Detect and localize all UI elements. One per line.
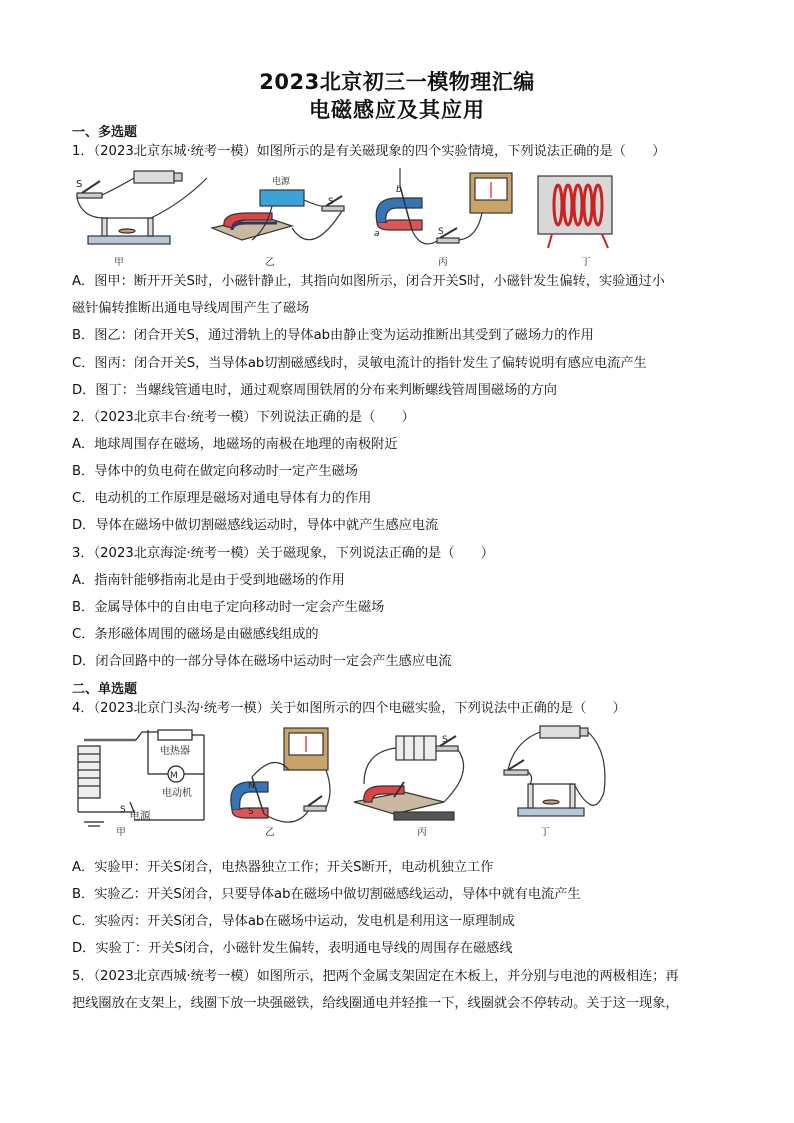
q4-caption-bing: 丙 [417,827,427,838]
q2-option-d: D．导体在磁场中做切割磁感线运动时，导体中就产生感应电流 [72,518,439,533]
svg-text:a: a [374,229,380,239]
q2-option-a: A．地球周围存在磁场，地磁场的南极在地理的南极附近 [72,437,398,452]
q4-stem: 4．（2023北京门头沟·统考一模）关于如图所示的四个电磁实验，下列说法中正确的是（ ） [72,701,626,716]
q1-stem: 1．（2023北京东城·统考一模）如图所示的是有关磁现象的四个实验情境，下列说法正确的是（ ） [72,144,666,159]
q4-jia-s-label: S [120,805,126,815]
q4-fig-bing [354,735,464,820]
q1-jia-s-label: S [76,179,83,190]
q5-stem-line2: 把线圈放在支架上，线圈下放一块强磁铁，给线圈通电并轻推一下，线圈就会不停转动。关于这一现象， [72,996,679,1011]
q4-option-a: A．实验甲：开关S闭合，电热器独立工作；开关S断开，电动机独立工作 [72,860,494,875]
q4-option-c: C．实验丙：开关S闭合，导体ab在磁场中运动，发电机是利用这一原理制成 [72,914,515,929]
q1-caption-ding: 丁 [581,257,591,268]
q4-jia-motor-label: 电动机 [162,788,192,799]
q4-caption-yi: 乙 [265,827,275,838]
q4-yi-s-label: S [248,807,254,817]
q4-jia-m-label: M [170,771,178,781]
svg-text:b: b [396,185,402,195]
q2-option-b: B．导体中的负电荷在做定向移动时一定产生磁场 [72,464,358,479]
q4-fig-power-label: 电源 [129,810,151,822]
q5-stem-line1: 5．（2023北京西城·统考一模）如图所示，把两个金属支架固定在木板上，并分别与电池的两极相连；再 [72,969,679,984]
page-title: 2023北京初三一模物理汇编 [259,70,535,94]
svg-text:N: N [248,781,255,791]
q4-bing-s-label: S [442,735,448,745]
q2-option-c: C．电动机的工作原理是磁场对通电导体有力的作用 [72,491,372,506]
q4-caption-ding: 丁 [540,827,550,838]
page-subtitle: 电磁感应及其应用 [309,98,485,122]
q3-option-c: C．条形磁体周围的磁场是由磁感线组成的 [72,627,319,642]
q1-figure [72,168,632,268]
q3-option-a: A．指南针能够指南北是由于受到地磁场的作用 [72,573,345,588]
q3-option-b: B．金属导体中的自由电子定向移动时一定会产生磁场 [72,600,385,615]
q1-yi-s-label: S [328,197,334,207]
q1-bing-s-label: S [438,227,444,237]
q3-option-d: D．闭合回路中的一部分导体在磁场中运动时一定会产生感应电流 [72,654,452,669]
q1-option-c: C．图丙：闭合开关S，当导体ab切割磁感线时，灵敏电流计的指针发生了偏转说明有感应电流产生 [72,356,647,371]
q1-fig-yi [212,175,344,240]
q1-fig-bing [374,168,512,244]
q4-fig-yi [231,728,330,822]
q2-stem: 2．（2023北京丰台·统考一模）下列说法正确的是（ ） [72,410,415,425]
q1-fig-jia [76,171,207,244]
q3-stem: 3．（2023北京海淀·统考一模）关于磁现象，下列说法正确的是（ ） [72,546,494,561]
section-single-choice: 二、单选题 [72,682,138,697]
section-multi-choice: 一、多选题 [72,125,138,140]
q1-option-d: D．图丁：当螺线管通电时，通过观察周围铁屑的分布来判断螺线管周围磁场的方向 [72,383,557,398]
q4-fig-ding [504,726,605,816]
q1-yi-power-label: 电源 [272,177,291,187]
q1-option-a-line2: 磁针偏转推断出通电导线周围产生了磁场 [72,301,310,316]
q1-option-b: B．图乙：闭合开关S，通过滑轨上的导体ab由静止变为运动推断出其受到了磁场力的作用 [72,328,594,343]
q4-jia-heater-label: 电热器 [160,746,190,757]
q1-caption-bing: 丙 [438,257,448,268]
q1-fig-ding [538,176,612,248]
q4-caption-jia: 甲 [116,827,126,838]
q1-option-a-line1: A．图甲：断开开关S时，小磁针静止，其指向如图所示，闭合开关S时，小磁针发生偏转，实验通过小 [72,274,665,289]
q1-caption-yi: 乙 [265,257,275,268]
q1-caption-jia: 甲 [114,257,124,268]
q4-option-b: B．实验乙：开关S闭合，只要导体ab在磁场中做切割磁感线运动，导体中就有电流产生 [72,887,581,902]
q4-option-d: D．实验丁：开关S闭合，小磁针发生偏转，表明通电导线的周围存在磁感线 [72,941,513,956]
